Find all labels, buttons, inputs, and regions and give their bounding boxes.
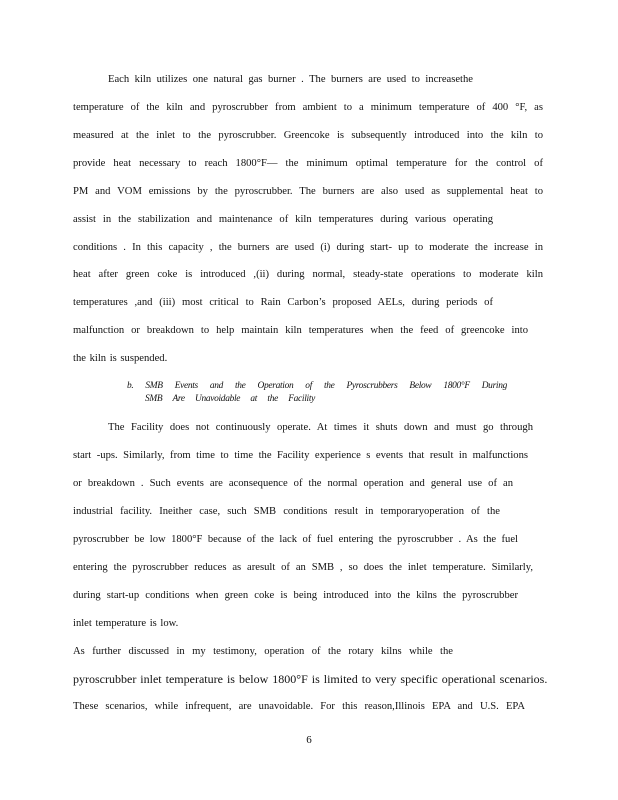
section-heading (127, 380, 507, 406)
paragraph-3-line-1: As further discussed in my testimony, operation of the rotary kilns while the (73, 646, 453, 657)
section-heading-line-2: SMB Are Unavoidable at the Facility (145, 394, 315, 404)
paragraph-1-line-2: temperature of the kiln and pyroscrubber from ambient to a minimum temperature of 400 °F, as (73, 102, 543, 113)
paragraph-3-line-2: pyroscrubber inlet temperature is below 1800°F is limited to very specific operational scenarios. (73, 672, 548, 686)
paragraph-1-line-7: conditions . In this capacity , the burners are used (i) during start- up to moderate the increase in (73, 242, 543, 253)
paragraph-1-line-11: the kiln is suspended. (73, 353, 168, 364)
paragraph-1-line-5: PM and VOM emissions by the pyroscrubber. The burners are also used as supplemental heat to (73, 186, 543, 197)
paragraph-2-line-1: The Facility does not continuously operate. At times it shuts down and must go through (108, 422, 533, 433)
paragraph-3-line-3: These scenarios, while infrequent, are unavoidable. For this reason,Illinois EPA and U.S. EPA (73, 701, 525, 712)
paragraph-1-line-1: Each kiln utilizes one natural gas burner . The burners are used to increasethe (108, 74, 473, 85)
paragraph-1-line-8: heat after green coke is introduced ,(ii) during normal, steady-state operations to moderate kiln (73, 269, 543, 280)
paragraph-2-line-7: during start-up conditions when green coke is being introduced into the kilns the pyroscrubber (73, 590, 518, 601)
paragraph-2-line-6: entering the pyroscrubber reduces as aresult of an SMB , so does the inlet temperature. Similarly, (73, 562, 533, 573)
paragraph-2-line-2: start -ups. Similarly, from time to time the Facility experience s events that result in malfunctions (73, 450, 528, 461)
paragraph-2-line-5: pyroscrubber be low 1800°F because of the lack of fuel entering the pyroscrubber . As the fuel (73, 534, 518, 545)
paragraph-1-line-9: temperatures ,and (iii) most critical to Rain Carbon’s proposed AELs, during periods of (73, 297, 493, 308)
paragraph-2-line-3: or breakdown . Such events are aconsequence of the normal operation and general use of an (73, 478, 513, 489)
page-number: 6 (306, 734, 312, 746)
paragraph-2-line-4: industrial facility. Ineither case, such SMB conditions result in temporaryoperation of the (73, 506, 500, 517)
paragraph-2-line-8: inlet temperature is low. (73, 618, 179, 629)
paragraph-1-line-3: measured at the inlet to the pyroscrubber. Greencoke is subsequently introduced into the kiln to (73, 130, 543, 141)
paragraph-1-line-4: provide heat necessary to reach 1800°F— the minimum optimal temperature for the control of (73, 158, 543, 169)
section-heading-line-1: b. SMB Events and the Operation of the Pyroscrubbers Below 1800°F During (127, 381, 507, 391)
paragraph-1-line-10: malfunction or breakdown to help maintain kiln temperatures when the feed of greencoke into (73, 325, 528, 336)
paragraph-1-line-6: assist in the stabilization and maintenance of kiln temperatures during various operating (73, 214, 493, 225)
